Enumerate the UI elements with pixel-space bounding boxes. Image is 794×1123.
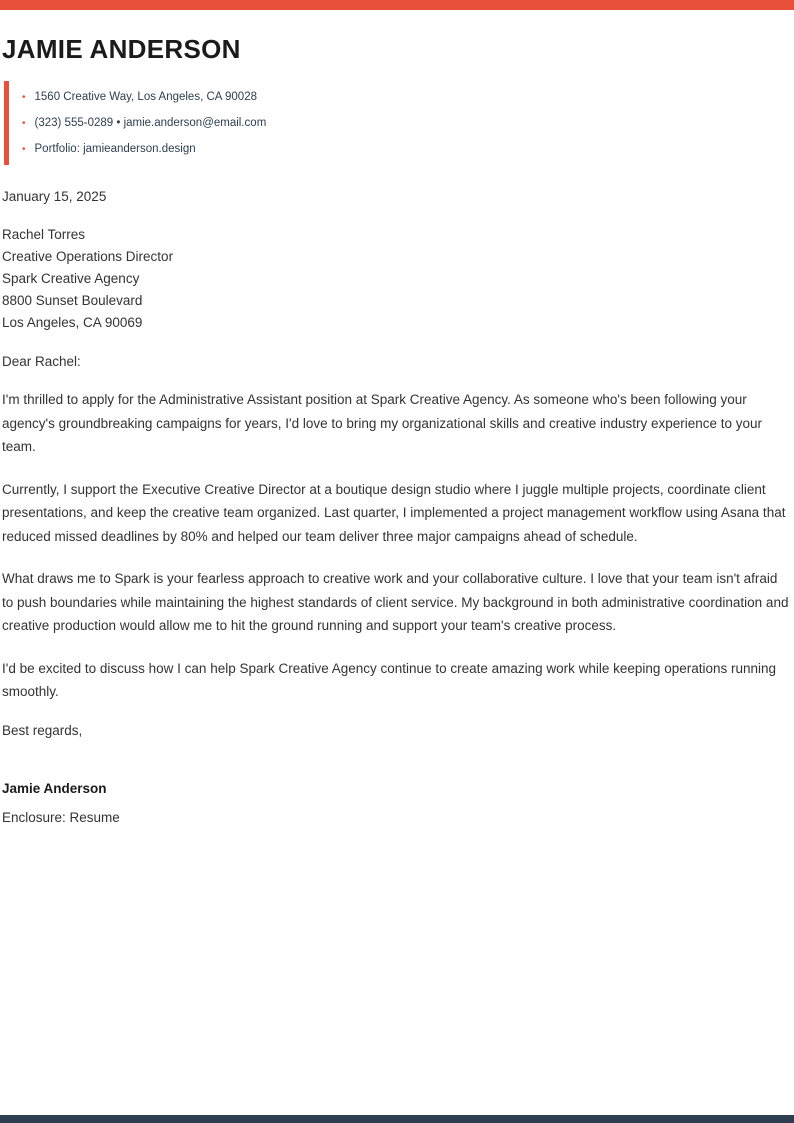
closing-line: Best regards, [2,722,83,738]
letter-page [0,10,794,825]
body-paragraph-4: I'd be excited to discuss how I can help Spark Creative Agency continue to create amazing work while keeping operations running smoothly. [2,660,777,699]
bullet-icon: • [22,92,26,103]
contact-block [4,81,792,165]
body-paragraph-2: Currently, I support the Executive Creative Director at a boutique design studio where I juggle multiple projects, coordinate client presentations, and keep the creative team organized. Last quarter, I implemented a project management workflow using Asana that reduced missed deadlines by 80% and helped our team deliver three major campaigns ahead of schedule. [2,481,786,544]
recipient-street: 8800 Sunset Boulevard [2,293,143,308]
contact-portfolio-text: Portfolio: jamieanderson.design [34,143,196,155]
contact-phone-email-text: (323) 555-0289 • jamie.anderson@email.com [34,117,267,129]
bottom-accent-bar [0,1115,794,1123]
recipient-title: Creative Operations Director [2,249,174,264]
recipient-city: Los Angeles, CA 90069 [2,315,143,330]
bullet-icon: • [22,144,26,155]
contact-item-portfolio [22,136,792,162]
recipient-block [2,224,792,334]
bullet-icon: • [22,118,26,129]
enclosure-note: Enclosure: Resume [2,809,120,825]
recipient-company: Spark Creative Agency [2,271,140,286]
contact-item-phone-email [22,110,792,136]
body-paragraph-3: What draws me to Spark is your fearless approach to creative work and your collaborative culture. I love that your team isn't afraid to push boundaries while maintaining the highest standards of client service. My background in both administrative coordination and creative production would allow me to hit the ground running and support your team's creative process. [2,571,789,633]
contact-address-text: 1560 Creative Way, Los Angeles, CA 90028 [34,91,257,103]
salutation: Dear Rachel: [2,354,81,369]
candidate-name: JAMIE ANDERSON [2,34,241,64]
body-paragraph-1: I'm thrilled to apply for the Administrative Assistant position at Spark Creative Agency. As someone who's been following your agency's groundbreaking campaigns for years, I'd love to bring my organizational skills and creative industry experience to your team. [2,392,763,454]
signature-name: Jamie Anderson [2,780,107,796]
contact-item-address [22,84,792,110]
top-accent-bar [0,0,794,10]
recipient-name: Rachel Torres [2,227,86,242]
letter-date: January 15, 2025 [2,189,107,204]
